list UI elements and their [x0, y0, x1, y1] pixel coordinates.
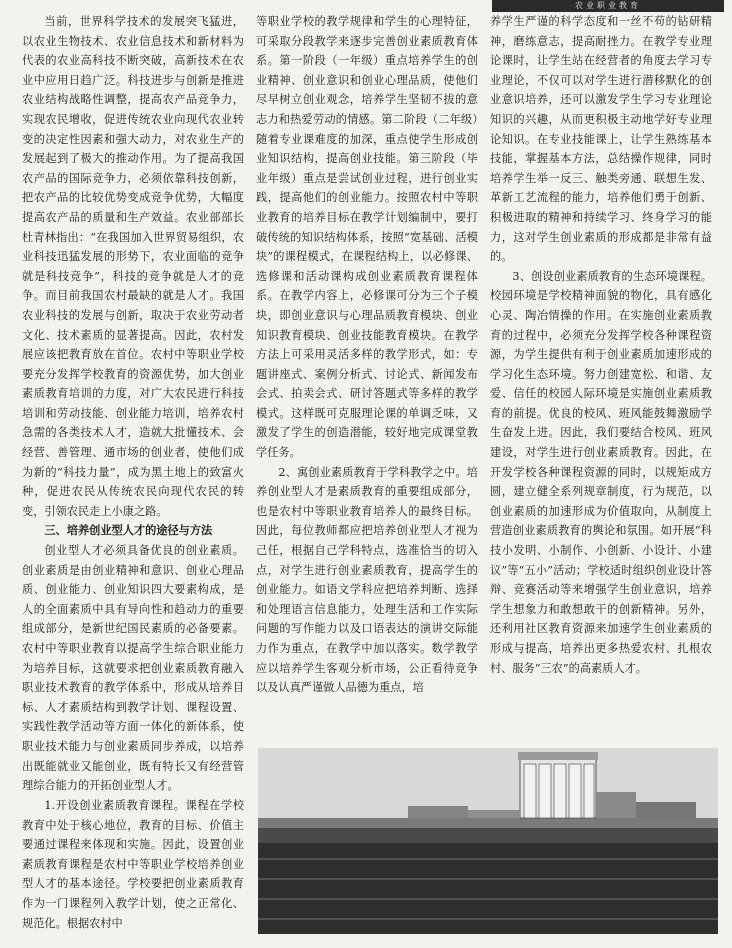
page-footer-mark — [574, 934, 724, 948]
section-heading-3: 三、培养创业型人才的途径与方法 — [44, 523, 213, 538]
photo-graphic — [258, 748, 718, 934]
paragraph-professional-courses: 养学生严谨的科学态度和一丝不苟的钻研精神，磨练意志，提高耐挫力。在教学专业理论课时，让学生站在经营者的角度去学习专业理论，不仅可以对学生进行潜移默化的创业意识培养，还可以激发学生学习专业理论知识的兴趣，从而更积极主动地学好专业理论知识。在专业技能课上，让学生熟练基本技能，掌握基本方法，总结操作规律，同时培养学生举一反三、触类旁通、联想生发、革新工艺流程的能力，培养他们勇于创新、积极进取的精神和持续学习、终身学习的能力，这对学生创业素质的形成都是非常有益的。 — [490, 15, 712, 264]
article-column-3 — [490, 12, 712, 702]
paragraph-entrepreneurial-quality: 创业型人才必须具备优良的创业素质。创业素质是由创业精神和意识、创业心理品质、创业能力、创业知识四大要素构成，是人的全面素质中具有导向性和趋动力的重要组成部分，是新世纪国民素质的必备要素。农村中等职业教育以提高学生综合职业能力为培养目标，这就要求把创业素质教育融入职业技术教育的教学体系中，形成从培养目标、人才素质结构到教学计划、课程设置、实践性教学活动等方面一体化的新体系，使职业技术能力与创业素质同步养成，以培养出既能就业又能创业，既有特长又有经营管理综合能力的开拓创业型人才。 — [22, 544, 244, 792]
article-column-2 — [256, 12, 478, 702]
header-label: 农业职业教育 — [575, 1, 641, 10]
paragraph-eco-environment: 3、创设创业素质教育的生态环境课程。校园环境是学校精神面貌的物化，具有感化心灵、陶冶情操的作用。在实施创业素质教育的过程中，必须充分发挥学校各种课程资源，为学生提供有利于创业素质加速形成的学习化生态环境。努力创建宽松、和谐、友爱、信任的校园人际环境是实施创业素质教育的前提。优良的校风、班风能鼓舞激励学生奋发上进。因此，我们要结合校风、班风建设，对学生进行创业素质教育。因此，在开发学校各种课程资源的同时，以规矩成方圆，建立健全系列规章制度，行为规范，以创业素质的加速形成为价值取向，从制度上营造创业素质教育的舆论和氛围。如开展“科技小发明、小制作、小创新、小设计、小建议”等“五小”活动；学校适时组织创业设计答辩、竞赛活动等来增强学生创业意识，培养学生想象力和敢想敢干的创新精神。另外，还利用社区教育资源来加速学生创业素质的形成与提高，培养出更多热爱农村、扎根农村、服务“三农”的高素质人才。 — [490, 269, 712, 675]
article-column-1-bottom — [22, 796, 244, 936]
farm-silo-photo — [258, 748, 718, 934]
paragraph-subject-teaching: 2、寓创业素质教育于学科教学之中。培养创业型人才是素质教育的重要组成部分，也是农村中等职业教育培养人的最终目标。因此，每位教师都应把培养创业型人才视为己任，根据自己学科特点，选准恰当的切入点，对学生进行创业素质教育，提高学生的创业能力。如语文学科应把培养判断、选择和处理语言信息能力，处理生活和工作实际问题的写作能力以及口语表达的演讲交际能力作为重点，在教学中加以落实。数学教学应以培养学生客观分析市场，公正看待竞争以及认真严谨做人品德为重点，培 — [256, 465, 478, 695]
paragraph-course-setup: 1.开设创业素质教育课程。课程在学校教育中处于核心地位，教育的目标、价值主要通过课程来体现和实施。因此，设置创业素质教育课程是农村中等职业学校培养创业型人才的基本途径。学校要把创业素质教育作为一门课程列入教学计划，使之正常化、规范化。根据农村中 — [22, 799, 244, 930]
page-header-band — [492, 0, 724, 12]
paragraph-staged-teaching: 等职业学校的教学规律和学生的心理特征，可采取分段教学来逐步完善创业素质教育体系。第一阶段（一年级）重点培养学生的创业精神、创业意识和创业心理品质，使他们尽早树立创业观念，培养学生坚韧不拔的意志力和热爱劳动的情感。第二阶段（二年级）随着专业课难度的加深，重点使学生形成创业知识结构，提高创业技能。第三阶段（毕业年级）重点是尝试创业过程，进行创业实践，提高他们的创业能力。按照农村中等职业教育的培养目标在教学计划编制中，要打破传统的知识结构体系，按照“宽基础、活模块”的课程模式，在课程结构上，以必修课、选修课和活动课构成创业素质教育课程体系。在教学内容上，必修课可分为三个子模块，即创业意识与心理品质教育模块、创业知识教育模块、创业技能教育模块。在教学方法上可采用灵活多样的教学形式，如：专题讲座式、案例分析式、讨论式、新闻发布会式、拍卖会式、研讨答题式等多样的教学模式。这样既可克服理论课的单调乏味，又激发了学生的创造潜能，较好地完成课堂教学任务。 — [256, 15, 478, 460]
article-column-1 — [22, 12, 244, 792]
paragraph-intro: 当前，世界科学技术的发展突飞猛进，以农业生物技术、农业信息技术和新材料为代表的农业高科技不断突破，高新技术在农业中应用日趋广泛。科技进步与创新是推进农业结构战略性调整，提高农产品竞争力，实现农民增收，促进传统农业向现代农业转变的决定性因素和强大动力，对农业生产的发展起到了极大的推动作用。为了提高我国农产品的国际竞争力，必须依靠科技创新，把农产品的比较优势变成竞争优势，大幅度提高农产品的质量和生产效益。农业部部长杜青林指出：“在我国加入世界贸易组织，农业科技迅猛发展的形势下，农业面临的竞争就是科技竞争”，科技的竞争就是人才的竞争。而目前我国农村最缺的就是人才。我国农业科技的发展与创新，取决于农业劳动者文化、技术素质的显著提高。因此，农村发展应该把教育放在首位。农村中等职业学校要充分发挥学校教育的资源优势，加大创业素质教育培训的力度，对广大农民进行科技培训和劳动技能、创业能力培训，培养农村急需的各类技术人才，造就大批懂技术、会经营、善管理、通市场的创业者，使他们成为新的“科技力量”，成为黑土地上的致富火种，促进农民从传统农民向现代农民的转变，引领农民走上小康之路。 — [22, 15, 244, 518]
